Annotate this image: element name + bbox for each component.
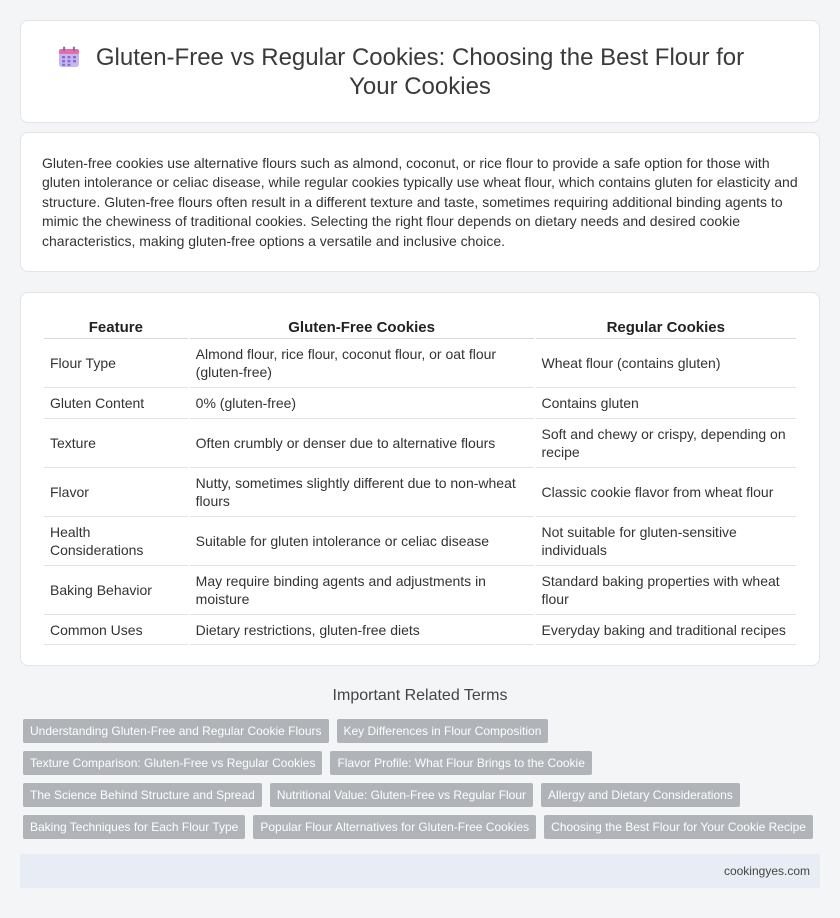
- intro-paragraph: Gluten-free cookies use alternative flours such as almond, coconut, or rice flour to provide a safe option for those with gluten intolerance or celiac disease, while regular cookies typically use wheat flour, which contains gluten for elasticity and structure. Gluten-free flours often result in a different texture and taste, sometimes requiring additional binding agents to mimic the chewiness of traditional cookies. Selecting the right flour depends on dietary needs and desired cookie characteristics, making gluten-free options a versatile and inclusive choice.: [42, 155, 798, 249]
- column-header: Feature: [44, 315, 188, 339]
- table-row: [44, 615, 796, 645]
- header-card: [20, 20, 820, 123]
- related-term-tag[interactable]: Understanding Gluten-Free and Regular Cookie Flours: [23, 719, 329, 743]
- table-row: [44, 468, 796, 517]
- related-term-tag[interactable]: Allergy and Dietary Considerations: [541, 783, 740, 807]
- table-cell: Baking Behavior: [44, 566, 188, 615]
- related-term-tag[interactable]: Choosing the Best Flour for Your Cookie Recipe: [544, 815, 813, 839]
- table-row: [44, 339, 796, 388]
- table-cell: Contains gluten: [536, 388, 796, 419]
- related-term-tag[interactable]: Key Differences in Flour Composition: [337, 719, 549, 743]
- table-cell: Suitable for gluten intolerance or celiac disease: [190, 517, 534, 566]
- table-cell: Flour Type: [44, 339, 188, 388]
- table-row: [44, 566, 796, 615]
- comparison-table-card: [20, 292, 820, 666]
- table-cell: Standard baking properties with wheat flour: [536, 566, 796, 615]
- table-cell: 0% (gluten-free): [190, 388, 534, 419]
- table-cell: Gluten Content: [44, 388, 188, 419]
- table-row: [44, 517, 796, 566]
- related-term-tag[interactable]: Baking Techniques for Each Flour Type: [23, 815, 245, 839]
- table-cell: Soft and chewy or crispy, depending on recipe: [536, 419, 796, 468]
- related-term-tag[interactable]: Texture Comparison: Gluten-Free vs Regular Cookies: [23, 751, 322, 775]
- comparison-table: [42, 315, 798, 645]
- related-terms-heading: Important Related Terms: [332, 687, 508, 704]
- table-cell: Classic cookie flavor from wheat flour: [536, 468, 796, 517]
- table-header-row: [44, 315, 796, 339]
- table-cell: Health Considerations: [44, 517, 188, 566]
- related-terms-list: [23, 719, 823, 847]
- intro-card: [20, 132, 820, 272]
- table-cell: Texture: [44, 419, 188, 468]
- column-header: Gluten-Free Cookies: [190, 315, 534, 339]
- footer-site-name[interactable]: cookingyes.com: [723, 864, 810, 878]
- table-cell: May require binding agents and adjustments in moisture: [190, 566, 534, 615]
- table-row: [44, 419, 796, 468]
- footer: [20, 854, 820, 888]
- table-cell: Dietary restrictions, gluten-free diets: [190, 615, 534, 645]
- table-row: [44, 388, 796, 419]
- table-cell: Often crumbly or denser due to alternative flours: [190, 419, 534, 468]
- table-cell: Nutty, sometimes slightly different due to non-wheat flours: [190, 468, 534, 517]
- page-title: Gluten-Free vs Regular Cookies: Choosing the Best Flour for Your Cookies: [95, 44, 745, 100]
- related-term-tag[interactable]: The Science Behind Structure and Spread: [23, 783, 262, 807]
- table-cell: Common Uses: [44, 615, 188, 645]
- table-cell: Almond flour, rice flour, coconut flour, or oat flour (gluten-free): [190, 339, 534, 388]
- related-term-tag[interactable]: Nutritional Value: Gluten-Free vs Regular Flour: [270, 783, 533, 807]
- table-cell: Flavor: [44, 468, 188, 517]
- table-cell: Not suitable for gluten-sensitive individuals: [536, 517, 796, 566]
- table-cell: Everyday baking and traditional recipes: [536, 615, 796, 645]
- column-header: Regular Cookies: [536, 315, 796, 339]
- related-term-tag[interactable]: Popular Flour Alternatives for Gluten-Free Cookies: [253, 815, 536, 839]
- table-cell: Wheat flour (contains gluten): [536, 339, 796, 388]
- related-term-tag[interactable]: Flavor Profile: What Flour Brings to the Cookie: [330, 751, 591, 775]
